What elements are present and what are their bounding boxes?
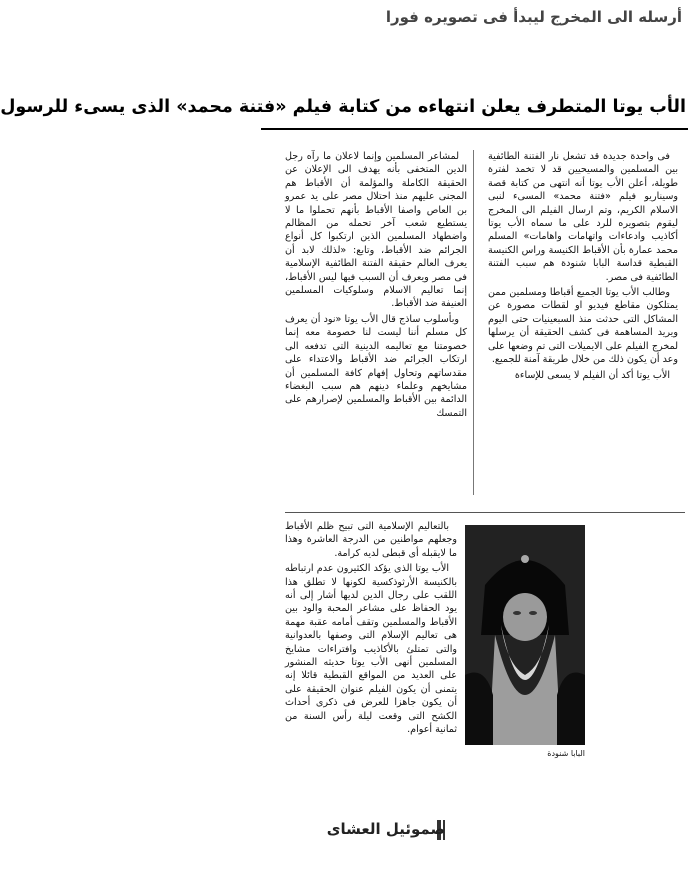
paragraph: وبأسلوب ساذج قال الأب يوتا «نود أن يعرف كل مسلم أننا ليست لنا خصومة معه إنما خصومتنا مع تعاليمه الدينية التى تدفعه الى ارتكاب الجرائم ضد الأقباط والاعتداء على مقدساتهم وتحاول إفهام كافة المسلمين أن مشايخهم وعلماء دينهم هم سبب البغضاء الدائمة بين الأقباط والمسلمين لإصرارهم على التمسك [285, 313, 467, 419]
paragraph: وطالب الأب يوتا الجميع أقباطا ومسلمين ممن يمتلكون مقاطع فيديو او لقطات مصورة عن المشاكل التى حدثت منذ السبعينيات حتى اليوم ويريد المساهمة فى كشف الحقيقة أن يرسلها لمخرج الفيلم على الايميلات التى تم وضعها على وعد أن يكون ذلك من خلال طريقة آمنة للجميع. [488, 287, 678, 366]
column-bottom [285, 520, 457, 810]
column-right [488, 150, 678, 520]
article-kicker: أرسله الى المخرج ليبدأ فى تصويره فورا [385, 8, 682, 26]
author-byline: صموئيل العشاى [326, 820, 445, 838]
paragraph: الأب يوتا الذى يؤكد الكثيرون عدم ارتباطه بالكنيسة الأرثوذكسية لكونها لا تطلق هذا اللقب على رجال الدين لديها أشار إلى أنه يود الحفاظ على مشاعر المحبة والود بين الأقباط والمسلمين وتقف أمامه عقبة مهمة هى تعاليم الإسلام التى وصفها بالعدوانية والتى تمتلئ بالأكاذيب وافتراءات مشايخ المسلمين أنهى الأب يوتا حديثه المنشور على العديد من المواقع القبطية قائلا إنه يتمنى أن يكون الفيلم عنوان الحقيقة على أن يكون جاهزا للعرض فى ذكرى أحداث الكشح التى وقعت ليلة رأس السنة من ثمانية أعوام. [285, 563, 457, 736]
paragraph: الأب يوتا أكد أن الفيلم لا يسعى للإساءة [514, 369, 670, 381]
section-divider [285, 512, 685, 513]
pope-shenouda-photo [465, 525, 585, 745]
paragraph: فى واحدة جديدة قد تشعل نار الفتنة الطائفية بين المسلمين والمسيحيين قد لا تخمد لفترة طويلة، أعلن الأب يوتا أنه انتهى من كتابة قصة وسيناريو فيلم «فتنة محمد» المسىء لنبى الاسلام الكريم، وتم ارسال الفيلم الى المخرج ليقوم بتصويره للرد على ما سماه الأب يوتا أكاذيب وادعاءات واتهامات واهامات» المسلم محمد عمارة بأن الأقباط الكنيسة وراس الكنيسة القبطية قداسة البابا شنودة هم سبب الفتنة الطائفية فى مصر. [488, 151, 678, 283]
photo-caption: البابا شنودة [547, 749, 585, 758]
portrait-image [465, 525, 585, 745]
column-left [285, 150, 467, 508]
paragraph: بالتعاليم الإسلامية التى تبيح ظلم الأقباط وجعلهم مواطنين من الدرجة العاشرة وهذا ما لايقبله أى قبطى لديه كرامة. [285, 521, 457, 559]
headline-rule [261, 128, 688, 130]
article-headline: الأب يوتا المتطرف يعلن انتهاءه من كتابة فيلم «فتنة محمد» الذى يسىء للرسول [0, 97, 686, 117]
column-divider [473, 150, 474, 495]
paragraph: لمشاعر المسلمين وإنما لاعلان ما رآه رجل الدين المتخفى بأنه يهدف الى الإعلان عن الحقيقة الكاملة والمؤلمة أن الأقباط هم المجنى عليهم منذ احتلال مصر على يد عمرو بن العاص واصفا الأقباط بأنهم تحملوا ما لا يستطيع شعب آخر تحمله من المظالم واضطهاد المسلمين الذين ارتكبوا كل أنواع الجرائم ضد الأقباط، وتابع: «لذلك لابد أن يعرف العالم حقيقة الفتنة الطائفية الإسلامية فى مصر ويعرف أن السبب فيها ليس الأقباط، إنما تعاليم الاسلام وسلوكيات المسلمين العنيفة ضد الأقباط. [285, 151, 467, 310]
